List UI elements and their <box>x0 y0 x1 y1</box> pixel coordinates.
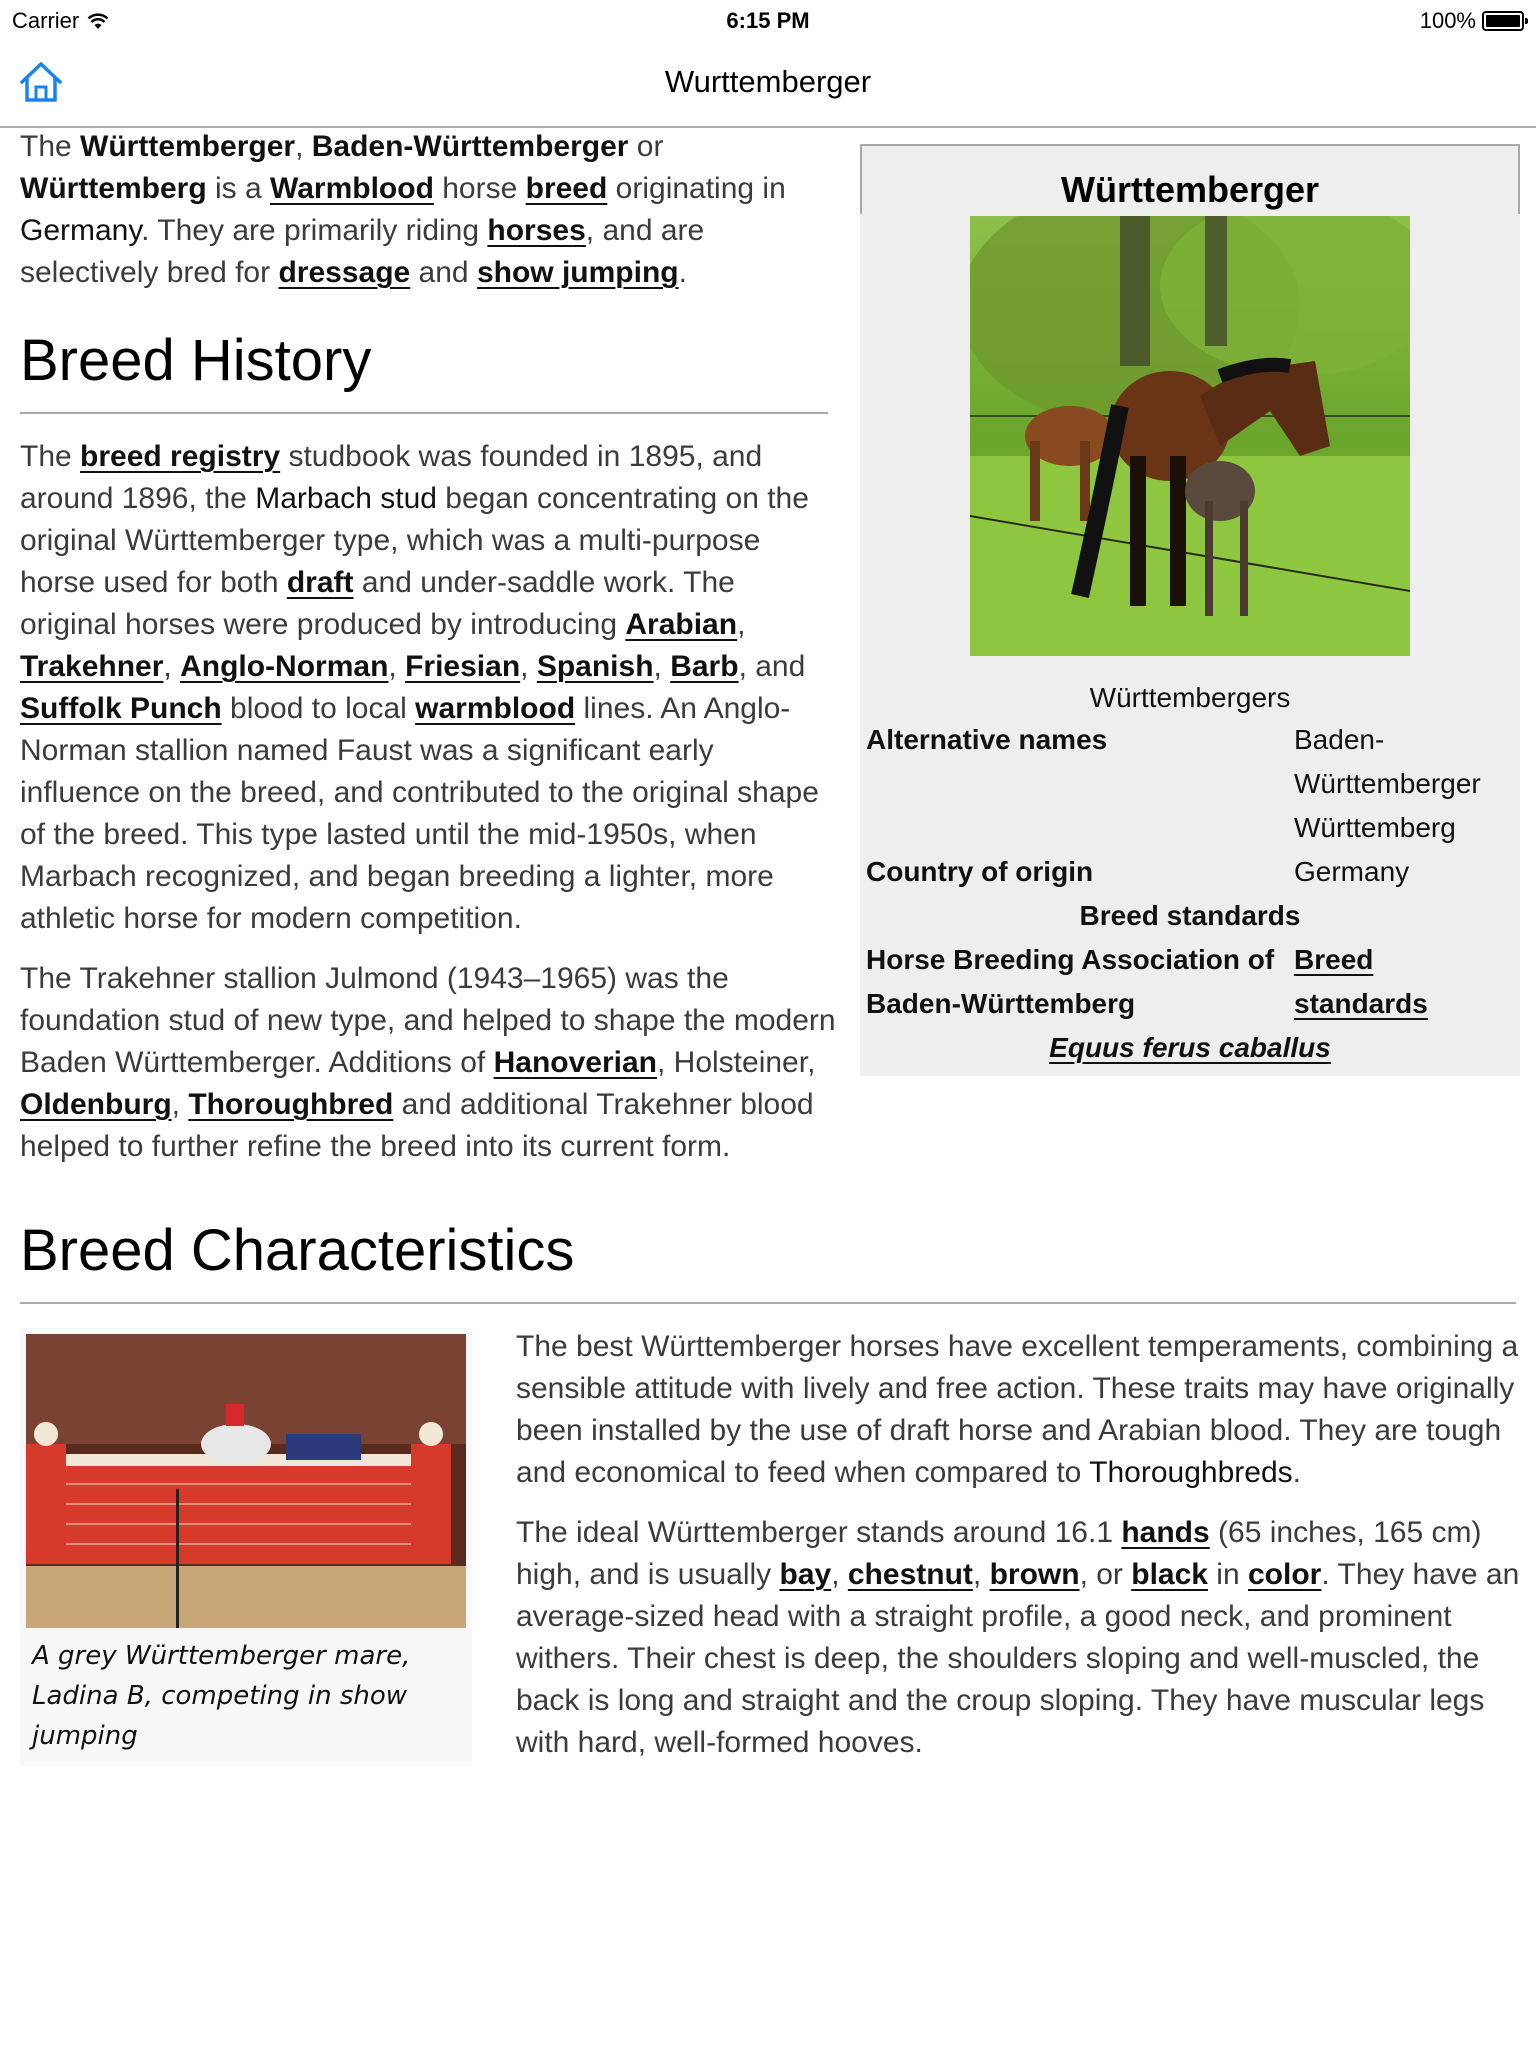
text: . <box>1292 1456 1301 1489</box>
link-chestnut[interactable]: chestnut <box>847 1558 973 1591</box>
text: in <box>1207 1558 1248 1591</box>
link-warmblood[interactable]: Warmblood <box>270 172 434 205</box>
text: , <box>653 650 671 683</box>
infobox-caption: Württembergers <box>1089 682 1291 713</box>
text: , Holsteiner, <box>657 1046 816 1079</box>
text: . <box>678 256 687 289</box>
link-trakehner[interactable]: Trakehner <box>20 650 164 683</box>
horse-photo <box>970 216 1410 656</box>
text: The ideal Württemberger stands around 16.1 <box>516 1516 1122 1549</box>
status-bar <box>0 0 1536 40</box>
text: . They have an average-sized head with a straight profile, a good neck, and prominent withers. Their chest is deep, the shoulders sloping and well-muscled, the back is long and straight and the croup sloping. They have muscular legs with hard, well-formed hooves. <box>516 1558 1520 1759</box>
text: . They are primarily riding <box>141 214 488 247</box>
infobox-image[interactable] <box>970 216 1410 656</box>
bold-term: Baden-Württemberger <box>311 130 629 163</box>
link-bay[interactable]: bay <box>779 1558 832 1591</box>
text-thoroughbreds: Thoroughbreds <box>1089 1456 1293 1489</box>
clock: 6:15 PM <box>726 8 810 33</box>
link-dressage[interactable]: dressage <box>278 256 411 289</box>
text: , <box>737 608 746 641</box>
text: lines. An Anglo-Norman stallion named Faust was a significant early influence on the breed, and contributed to the original shape of the breed. This type lasted until the mid-1950s, when Marbach recognized, and began breeding a lighter, more athletic horse for modern competition. <box>20 692 819 935</box>
text: , <box>520 650 537 683</box>
text: , <box>163 650 181 683</box>
battery-percent: 100% <box>1419 8 1476 33</box>
text: , <box>171 1088 189 1121</box>
battery-group <box>1420 8 1524 34</box>
text: (65 inches, 165 cm) high, and is usually <box>516 1516 1482 1591</box>
link-draft[interactable]: draft <box>286 566 354 599</box>
heading-breed-history: Breed History <box>20 326 828 414</box>
link-spanish[interactable]: Spanish <box>536 650 654 683</box>
alt-name-2: Württemberg <box>1294 812 1456 843</box>
text: or <box>628 130 664 163</box>
characteristics-text <box>516 1326 1520 1782</box>
infobox <box>860 144 1520 1076</box>
text: is a <box>206 172 271 205</box>
infobox-table <box>860 718 1520 1070</box>
link-hanoverian[interactable]: Hanoverian <box>493 1046 657 1079</box>
link-anglo-norman[interactable]: Anglo-Norman <box>180 650 389 683</box>
characteristics-paragraph-2 <box>516 1512 1520 1764</box>
breed-standards-header: Breed standards <box>1079 900 1301 931</box>
alt-name-1: Baden-Württemberger <box>1294 724 1481 799</box>
infobox-row-alt-names <box>860 718 1520 850</box>
alt-names-label: Alternative names <box>866 724 1108 755</box>
alt-names-value <box>1288 718 1520 850</box>
link-brown[interactable]: brown <box>989 1558 1080 1591</box>
country-value: Germany <box>1294 856 1410 887</box>
link-black[interactable]: black <box>1131 1558 1208 1591</box>
infobox-row-standards-header <box>860 894 1520 938</box>
text: The <box>20 440 81 473</box>
breed-standards-link[interactable]: Breed standards <box>1294 944 1428 1019</box>
species-cell <box>860 1026 1520 1070</box>
species-link[interactable]: Equus ferus caballus <box>1049 1032 1331 1063</box>
figure-show-jumping <box>20 1328 472 1766</box>
figure-caption: A grey Württemberger mare, Ladina B, competing in show jumping <box>32 1641 411 1751</box>
nav-bar <box>0 40 1536 128</box>
text: , <box>388 650 406 683</box>
link-friesian[interactable]: Friesian <box>405 650 521 683</box>
link-breed[interactable]: breed <box>525 172 608 205</box>
text: The Trakehner stallion Julmond (1943–1965) was the foundation stud of new type, and helped to shape the modern Baden Württemberger. Additions of <box>20 962 836 1079</box>
carrier-label: Carrier <box>12 8 80 33</box>
bold-term: Württemberg <box>20 172 207 205</box>
infobox-title: Württemberger <box>1060 169 1320 210</box>
characteristics-paragraph-1 <box>516 1326 1520 1494</box>
link-show-jumping[interactable]: show jumping <box>476 256 679 289</box>
show-jumping-photo <box>26 1334 466 1628</box>
text: , <box>295 130 312 163</box>
text: and under-saddle work. The original horses were produced by introducing <box>20 566 735 641</box>
text: , and are selectively bred for <box>20 214 705 289</box>
link-thoroughbred[interactable]: Thoroughbred <box>188 1088 394 1121</box>
text: , <box>972 1558 990 1591</box>
text: , and <box>738 650 806 683</box>
text: horse <box>433 172 526 205</box>
text: began concentrating on the original Württemberger type, which was a multi-purpose horse used for both <box>20 482 809 599</box>
link-suffolk-punch[interactable]: Suffolk Punch <box>20 692 222 725</box>
link-barb[interactable]: Barb <box>670 650 739 683</box>
text: and <box>410 256 477 289</box>
characteristics-body <box>20 1326 1520 1782</box>
text: The <box>20 130 81 163</box>
link-warmblood-lines[interactable]: warmblood <box>415 692 576 725</box>
battery-icon <box>1482 11 1524 31</box>
article-content <box>20 130 1520 1782</box>
heading-breed-characteristics: Breed Characteristics <box>20 1216 1516 1304</box>
link-horses[interactable]: horses <box>487 214 586 247</box>
text-marbach-stud: Marbach stud <box>255 482 437 515</box>
infobox-row-species <box>860 1026 1520 1070</box>
infobox-row-country <box>860 850 1520 894</box>
link-arabian[interactable]: Arabian <box>625 608 738 641</box>
country-label: Country of origin <box>866 856 1094 887</box>
battery-fill <box>1486 15 1520 27</box>
nav-title: Wurttemberger <box>664 64 872 99</box>
text-germany: Germany <box>20 214 142 247</box>
link-breed-registry[interactable]: breed registry <box>80 440 281 473</box>
figure-image[interactable] <box>26 1334 466 1628</box>
text: , or <box>1079 1558 1132 1591</box>
infobox-row-association <box>860 938 1520 1026</box>
text: originating in <box>607 172 786 205</box>
link-oldenburg[interactable]: Oldenburg <box>20 1088 172 1121</box>
text: studbook was founded in 1895, and around 1896, the <box>20 440 763 515</box>
association-value <box>1288 938 1520 1026</box>
link-color[interactable]: color <box>1248 1558 1322 1591</box>
text: The best Württemberger horses have excellent temperaments, combining a sensible attitude with lively and free action. These traits may have originally been installed by the use of draft horse and Arabian blood. They are tough and economical to feed when compared to <box>516 1330 1519 1489</box>
link-hands[interactable]: hands <box>1121 1516 1210 1549</box>
bold-term: Württemberger <box>80 130 296 163</box>
text: blood to local <box>221 692 416 725</box>
association-label: Horse Breeding Association of Baden-Württemberg <box>866 944 1275 1019</box>
text: , <box>831 1558 848 1591</box>
text: and additional Trakehner blood helped to further refine the breed into its current form. <box>20 1088 814 1163</box>
